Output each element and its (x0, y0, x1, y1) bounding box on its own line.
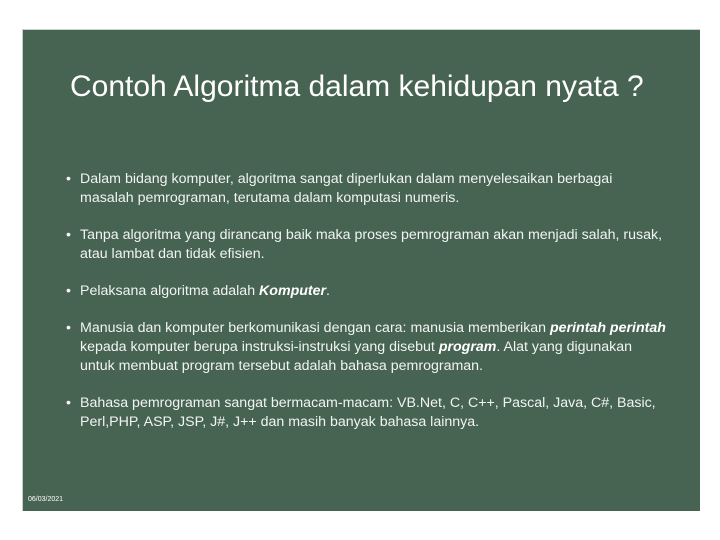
bullet-emphasis: Komputer (259, 283, 327, 299)
bullet-item-5 (66, 394, 666, 432)
slide-date: 06/03/2021 (28, 496, 64, 503)
bullet-text: Dalam bidang komputer, algoritma sangat diperlukan dalam menyelesaikan berbagai masalah pemrograman, terutama dalam komputasi numeris. (80, 171, 613, 206)
slide (22, 29, 700, 511)
bullet-item-4 (66, 319, 666, 376)
bullet-icon: • (66, 320, 71, 336)
bullet-text: Bahasa pemrograman sangat bermacam-macam: VB.Net, C, C++, Pascal, Java, C#, Basic, Perl,PHP, ASP, JSP, J#, J++ dan masih banyak bahasa lainnya. (80, 395, 656, 430)
bullet-icon: • (66, 171, 71, 187)
bullet-icon: • (66, 283, 71, 299)
bullet-icon: • (66, 227, 71, 243)
bullet-emphasis-2: program (438, 339, 497, 355)
bullet-icon: • (66, 395, 71, 411)
slide-title: Contoh Algoritma dalam kehidupan nyata ? (70, 70, 644, 103)
bullet-text-before: Pelaksana algoritma adalah (80, 283, 260, 299)
bullet-item-1 (66, 170, 666, 208)
bullet-text-part3: . Alat yang digunakan untuk membuat program tersebut adalah bahasa pemrograman. (80, 339, 633, 374)
bullet-item-3 (66, 282, 666, 301)
bullet-text-part2: kepada komputer berupa instruksi-instruksi yang disebut (80, 339, 439, 355)
bullet-text: Tanpa algoritma yang dirancang baik maka proses pemrograman akan menjadi salah, rusak, atau lambat dan tidak efisien. (80, 227, 663, 262)
bullet-emphasis-1: perintah perintah (550, 320, 666, 336)
bullet-text-after: . (326, 283, 330, 299)
bullet-item-2 (66, 226, 666, 264)
bullet-text-part1: Manusia dan komputer berkomunikasi dengan cara: manusia memberikan (80, 320, 551, 336)
bullet-list (66, 170, 666, 450)
